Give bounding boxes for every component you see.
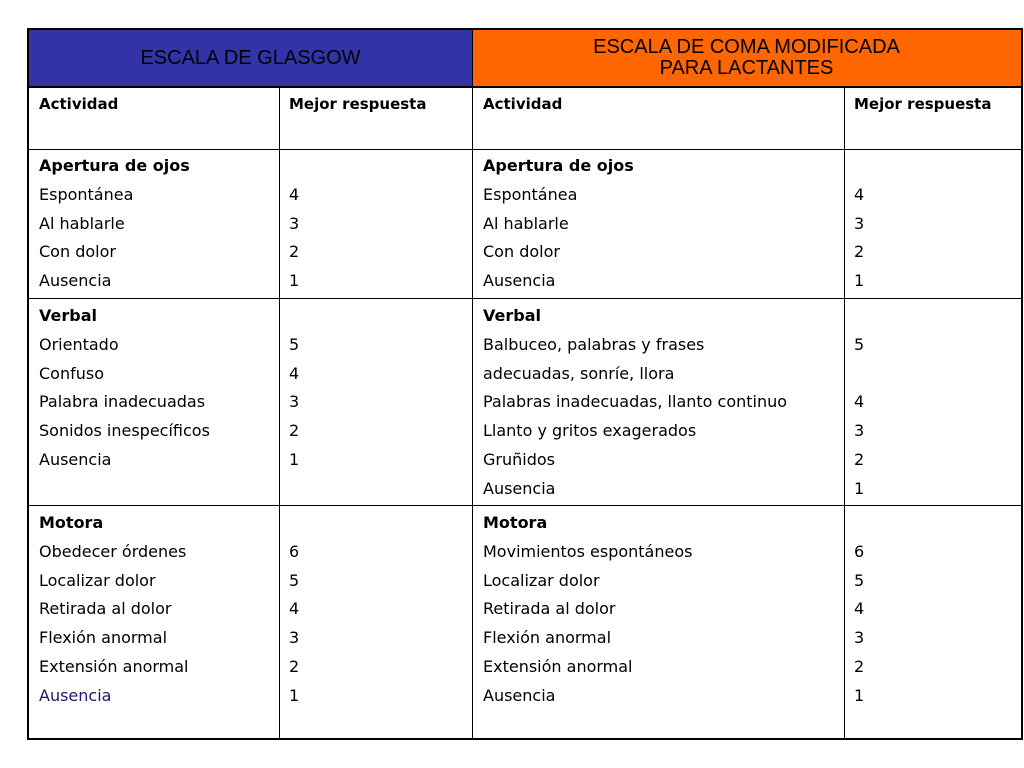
glasgow-motor-item: Obedecer órdenes xyxy=(39,541,187,561)
infant-eyes-scores xyxy=(854,152,864,296)
glasgow-motor-item: Extensión anormal xyxy=(39,656,189,676)
glasgow-eyes-item: Con dolor xyxy=(39,242,116,262)
glasgow-motor-score: 4 xyxy=(289,599,300,619)
infant-verbal-score: 5 xyxy=(854,334,865,354)
infant-motor-score: 3 xyxy=(854,628,865,648)
glasgow-motor-score: 1 xyxy=(289,685,300,705)
row-divider-2 xyxy=(29,298,1021,299)
infant-verbal-item: Gruñidos xyxy=(483,449,555,469)
col-divider-center xyxy=(472,30,473,738)
glasgow-eyes-title: Apertura de ojos xyxy=(39,156,190,175)
glasgow-eyes-score: 3 xyxy=(289,213,300,233)
glasgow-verbal-score: 4 xyxy=(289,363,300,383)
infant-eyes-score: 4 xyxy=(854,184,865,204)
infant-verbal-score: 3 xyxy=(854,421,865,441)
infant-motor-item: Extensión anormal xyxy=(483,656,633,676)
infant-verbal-score: 2 xyxy=(854,449,865,469)
infant-header-title-line2: PARA LACTANTES xyxy=(659,57,834,79)
infant-header xyxy=(472,30,1021,86)
glasgow-motor-score: 3 xyxy=(289,628,300,648)
infant-eyes-section xyxy=(483,152,634,296)
glasgow-motor-score: 5 xyxy=(289,570,300,590)
infant-verbal-title: Verbal xyxy=(483,306,541,325)
infant-motor-item: Localizar dolor xyxy=(483,570,600,590)
glasgow-eyes-item: Al hablarle xyxy=(39,213,125,233)
glasgow-eyes-item: Espontánea xyxy=(39,184,134,204)
infant-motor-score: 5 xyxy=(854,570,865,590)
col-header-activity-right: Actividad xyxy=(483,95,563,113)
infant-eyes-item: Ausencia xyxy=(483,271,556,291)
infant-motor-score: 4 xyxy=(854,599,865,619)
glasgow-verbal-item: Sonidos inespecíficos xyxy=(39,421,210,441)
col-header-response-right: Mejor respuesta xyxy=(854,95,992,113)
infant-eyes-score: 1 xyxy=(854,271,865,291)
glasgow-motor-section xyxy=(39,509,189,711)
infant-verbal-score xyxy=(854,360,864,389)
infant-eyes-item: Con dolor xyxy=(483,242,560,262)
glasgow-verbal-item: Palabra inadecuadas xyxy=(39,392,206,412)
glasgow-header xyxy=(29,30,472,86)
infant-verbal-item: Ausencia xyxy=(483,478,556,498)
infant-motor-section xyxy=(483,509,692,711)
infant-verbal-score: 4 xyxy=(854,392,865,412)
row-divider-1 xyxy=(29,149,1021,150)
infant-eyes-title: Apertura de ojos xyxy=(483,156,634,175)
glasgow-verbal-item: Confuso xyxy=(39,363,104,383)
infant-motor-item: Flexión anormal xyxy=(483,628,612,648)
col-divider-left xyxy=(279,87,280,738)
glasgow-motor-score: 6 xyxy=(289,541,300,561)
header-divider xyxy=(29,86,1021,88)
glasgow-verbal-score: 1 xyxy=(289,449,300,469)
glasgow-verbal-score: 5 xyxy=(289,334,300,354)
infant-verbal-item: Palabras inadecuadas, llanto continuo xyxy=(483,392,788,412)
glasgow-verbal-item: Orientado xyxy=(39,334,119,354)
infant-motor-score: 1 xyxy=(854,685,865,705)
glasgow-verbal-scores xyxy=(289,302,299,475)
col-header-activity-left: Actividad xyxy=(39,95,119,113)
glasgow-verbal-item: Ausencia xyxy=(39,449,112,469)
infant-motor-item: Ausencia xyxy=(483,685,556,705)
glasgow-motor-score: 2 xyxy=(289,656,300,676)
infant-header-title-line1: ESCALA DE COMA MODIFICADA xyxy=(593,36,900,58)
infant-eyes-item: Al hablarle xyxy=(483,213,569,233)
glasgow-eyes-score: 1 xyxy=(289,271,300,291)
infant-verbal-item: Balbuceo, palabras y frases xyxy=(483,334,705,354)
glasgow-header-title: ESCALA DE GLASGOW xyxy=(140,46,361,69)
infant-verbal-score: 1 xyxy=(854,478,865,498)
glasgow-eyes-score: 4 xyxy=(289,184,300,204)
glasgow-verbal-section xyxy=(39,302,210,475)
glasgow-verbal-title: Verbal xyxy=(39,306,97,325)
glasgow-motor-scores xyxy=(289,509,299,711)
infant-verbal-item: adecuadas, sonríe, llora xyxy=(483,363,675,383)
glasgow-eyes-scores xyxy=(289,152,299,296)
col-divider-right xyxy=(844,87,845,738)
infant-eyes-item: Espontánea xyxy=(483,184,578,204)
row-divider-3 xyxy=(29,505,1021,506)
glasgow-eyes-score: 2 xyxy=(289,242,300,262)
infant-motor-title: Motora xyxy=(483,513,548,532)
glasgow-motor-item: Localizar dolor xyxy=(39,570,156,590)
glasgow-verbal-score: 3 xyxy=(289,392,300,412)
glasgow-eyes-item: Ausencia xyxy=(39,271,112,291)
infant-verbal-section xyxy=(483,302,787,504)
glasgow-eyes-section xyxy=(39,152,190,296)
infant-motor-score: 2 xyxy=(854,656,865,676)
glasgow-motor-item: Retirada al dolor xyxy=(39,599,172,619)
infant-motor-item: Movimientos espontáneos xyxy=(483,541,693,561)
glasgow-motor-item: Ausencia xyxy=(39,685,112,705)
infant-motor-item: Retirada al dolor xyxy=(483,599,616,619)
infant-eyes-score: 2 xyxy=(854,242,865,262)
infant-motor-score: 6 xyxy=(854,541,865,561)
glasgow-motor-title: Motora xyxy=(39,513,104,532)
infant-eyes-score: 3 xyxy=(854,213,865,233)
col-header-response-left: Mejor respuesta xyxy=(289,95,427,113)
glasgow-table xyxy=(27,28,1023,740)
infant-verbal-item: Llanto y gritos exagerados xyxy=(483,421,697,441)
glasgow-motor-item: Flexión anormal xyxy=(39,628,168,648)
infant-motor-scores xyxy=(854,509,864,711)
infant-verbal-scores xyxy=(854,302,864,504)
glasgow-verbal-score: 2 xyxy=(289,421,300,441)
